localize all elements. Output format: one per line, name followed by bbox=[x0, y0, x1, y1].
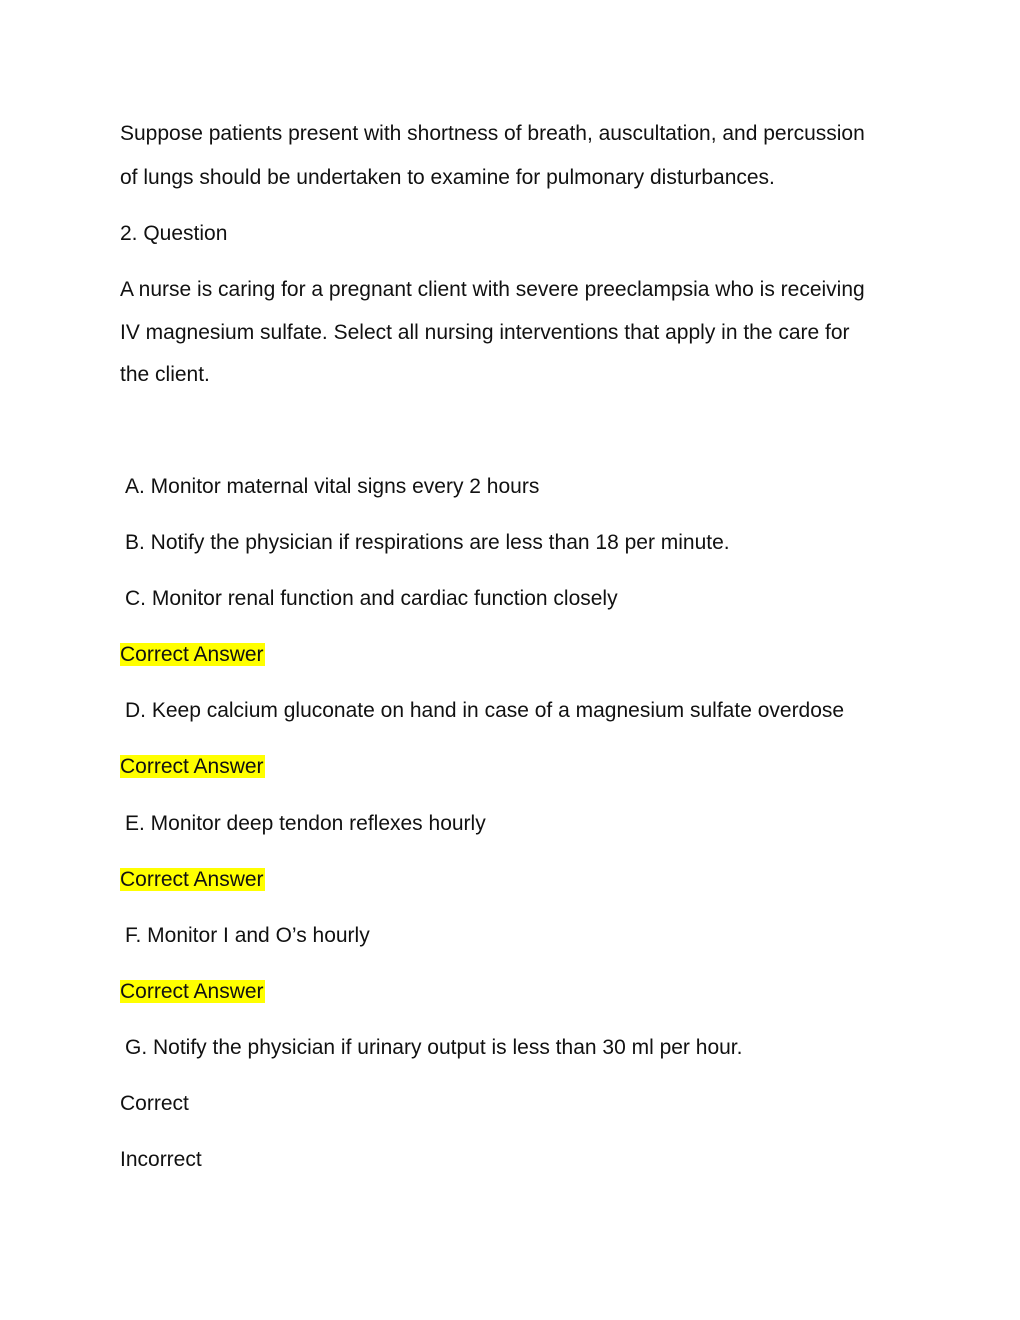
answer-option-f: F. Monitor I and O’s hourly bbox=[125, 924, 370, 947]
question-prompt-line-1: A nurse is caring for a pregnant client with severe preeclampsia who is receiving bbox=[120, 278, 865, 301]
question-prompt-line-3: the client. bbox=[120, 363, 210, 386]
intro-text-line-2: of lungs should be undertaken to examine for pulmonary disturbances. bbox=[120, 166, 775, 189]
correct-answer-highlight: Correct Answer bbox=[120, 755, 264, 778]
correct-answer-marker-c bbox=[120, 641, 265, 669]
answer-option-a: A. Monitor maternal vital signs every 2 hours bbox=[125, 475, 540, 498]
answer-option-g: G. Notify the physician if urinary output is less than 30 ml per hour. bbox=[125, 1036, 743, 1059]
correct-answer-highlight: Correct Answer bbox=[120, 868, 264, 891]
correct-label: Correct bbox=[120, 1092, 189, 1115]
incorrect-label: Incorrect bbox=[120, 1148, 202, 1171]
answer-option-c: C. Monitor renal function and cardiac function closely bbox=[125, 587, 618, 610]
intro-text-line-1: Suppose patients present with shortness of breath, auscultation, and percussion bbox=[120, 122, 865, 145]
question-label: 2. Question bbox=[120, 222, 228, 245]
correct-answer-marker-d bbox=[120, 753, 265, 781]
correct-answer-marker-f bbox=[120, 978, 265, 1006]
correct-answer-marker-e bbox=[120, 866, 265, 894]
question-prompt-line-2: IV magnesium sulfate. Select all nursing interventions that apply in the care for bbox=[120, 321, 850, 344]
answer-option-d: D. Keep calcium gluconate on hand in case of a magnesium sulfate overdose bbox=[125, 699, 845, 722]
correct-answer-highlight: Correct Answer bbox=[120, 980, 264, 1003]
correct-answer-highlight: Correct Answer bbox=[120, 643, 264, 666]
answer-option-b: B. Notify the physician if respirations are less than 18 per minute. bbox=[125, 531, 730, 554]
answer-option-e: E. Monitor deep tendon reflexes hourly bbox=[125, 812, 486, 835]
